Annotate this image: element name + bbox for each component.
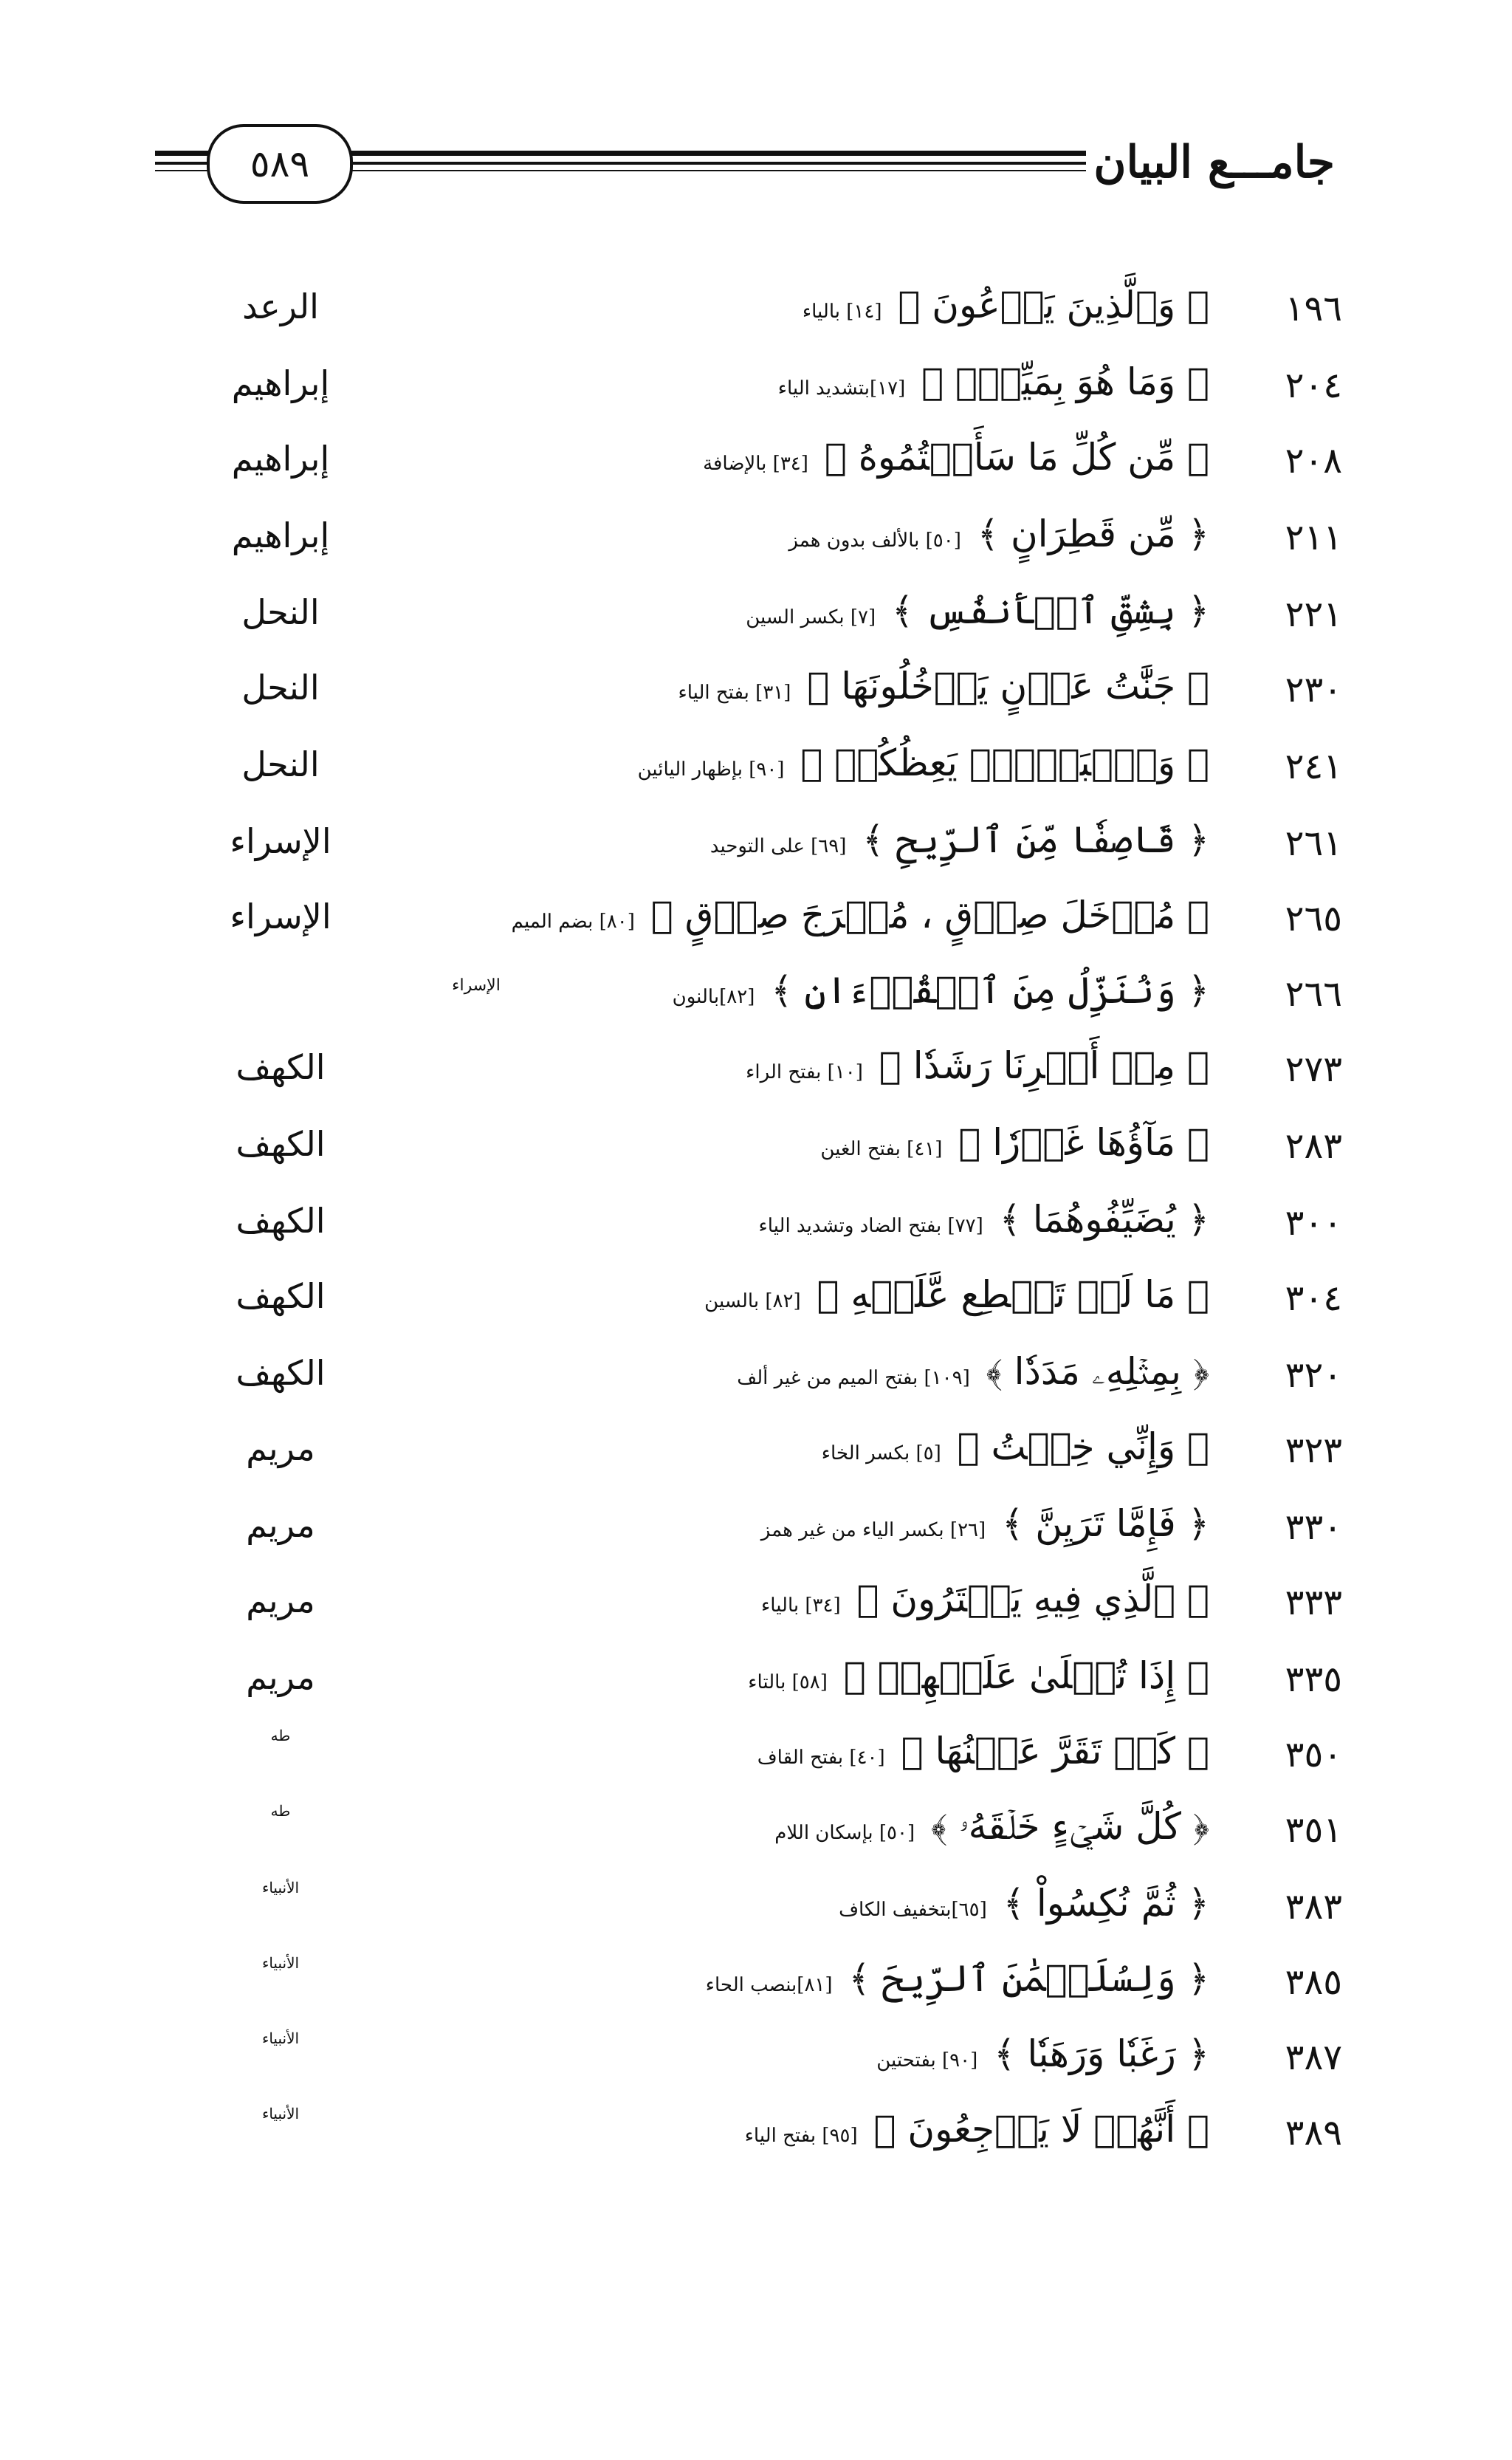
- entry-number: ٣٠٤: [1285, 1278, 1342, 1319]
- entry-number: ٢٨٣: [1285, 1125, 1342, 1167]
- surah-name: الأنبياء: [261, 2105, 300, 2122]
- verse-text: ﴿ وَإِنِّي خِفۡتُ ﴾: [957, 1425, 1209, 1468]
- entry-number: ٣٠٠: [1285, 1202, 1342, 1244]
- entry-number: ٢٦١: [1285, 823, 1342, 864]
- verse-text: ﴿ بِشِقِّ ٱلۡأَنفُسِ ﴾: [892, 589, 1209, 632]
- entry-number: ٣٥١: [1285, 1809, 1342, 1851]
- verse-text: ﴿ وَنُنَزِّلُ مِنَ ٱلۡقُرۡءَانِ ﴾: [771, 969, 1209, 1012]
- entry-number: ٢٢١: [1285, 594, 1342, 635]
- verse-cell: [737, 1350, 1209, 1394]
- surah-name: الأنبياء: [261, 1879, 300, 1897]
- verse-cell: [678, 665, 1210, 707]
- verse-text: ﴿ وَلِسُلَيۡمَٰنَ ٱلرِّيحَ ﴾: [848, 1957, 1209, 2000]
- verse-cell: [703, 436, 1209, 479]
- verse-text: ﴿ قَاصِفٗا مِّنَ ٱلرِّيحِ ﴾: [862, 818, 1209, 861]
- table-row: [0, 1340, 1512, 1416]
- surah-name: الرعد: [242, 287, 319, 326]
- verse-text: ﴿ كَيۡ تَقَرَّ عَيۡنُهَا ﴾: [901, 1730, 1209, 1772]
- reading-note: [٥] بكسر الخاء: [821, 1442, 941, 1464]
- verse-cell: [706, 1957, 1209, 2000]
- verse-cell: [745, 2108, 1209, 2151]
- reading-note: [١٠] بفتح الراء: [746, 1061, 863, 1083]
- entry-number: ٢٦٦: [1285, 973, 1342, 1015]
- table-row: [0, 273, 1512, 350]
- verse-text: ﴿ مِّن كُلِّ مَا سَأَلۡتُمُوهُ ﴾: [824, 436, 1209, 479]
- verse-cell: [778, 360, 1209, 403]
- reading-note: [٨١]بنصب الحاء: [705, 1974, 833, 1996]
- surah-name: مريم: [246, 1428, 315, 1468]
- reading-note: [٤٠] بفتح القاف: [757, 1747, 885, 1769]
- table-row: [0, 579, 1512, 656]
- reading-note: [٦٥]بتخفيف الكاف: [839, 1899, 987, 1921]
- verse-cell: [704, 1273, 1209, 1316]
- surah-name: الكهف: [236, 1353, 326, 1393]
- verse-text: ﴿ وَٱلۡبَغۡيِۚ يَعِظُكُمۡ ﴾: [800, 741, 1209, 784]
- verse-cell: [759, 1198, 1209, 1241]
- reading-note: [٥٨] بالتاء: [748, 1671, 828, 1693]
- table-row: [0, 959, 1512, 1035]
- table-row: [0, 654, 1512, 731]
- surah-name: إبراهيم: [231, 363, 330, 403]
- entry-number: ٣٨٣: [1285, 1886, 1342, 1928]
- reading-note: [٧] بكسر السين: [746, 606, 876, 628]
- verse-cell: [710, 818, 1209, 861]
- verse-text: ﴿ فَإِمَّا تَرَيِنَّ ﴾: [1002, 1502, 1209, 1545]
- verse-text: ﴿ مِّن قَطِرَانٍ ﴾: [977, 513, 1209, 555]
- table-row: [0, 1188, 1512, 1264]
- reading-note: [٣٤] بالإضافة: [703, 453, 808, 475]
- surah-name: إبراهيم: [231, 439, 330, 479]
- reading-note: [٩٥] بفتح الياء: [744, 2125, 858, 2147]
- entry-number: ٣٥٠: [1285, 1734, 1342, 1775]
- verse-cell: [876, 2032, 1209, 2075]
- verse-text: ﴿ رَغَبٗا وَرَهَبٗا ﴾: [994, 2032, 1209, 2075]
- reading-note: [١٧]بتشديد الياء: [777, 377, 906, 400]
- reading-note: [٨٠] بضم الميم: [511, 911, 635, 933]
- surah-name: الإسراء: [452, 976, 501, 995]
- table-row: [0, 1567, 1512, 1644]
- surah-name: الأنبياء: [261, 1954, 300, 1972]
- verse-cell: [761, 1577, 1209, 1620]
- verse-cell: [803, 284, 1209, 326]
- table-row: [0, 1644, 1512, 1721]
- verse-text: ﴿ مَا لَمۡ تَسۡطِع عَّلَيۡهِ ﴾: [817, 1273, 1209, 1316]
- entry-number: ٣٢٠: [1285, 1354, 1342, 1396]
- table-row: [0, 1947, 1512, 2024]
- entry-number: ٢٧٣: [1285, 1049, 1342, 1090]
- table-row: [0, 502, 1512, 579]
- surah-name: الكهف: [236, 1201, 326, 1241]
- reading-note: [١٤] بالياء: [802, 301, 882, 323]
- verse-text: ﴿ ثُمَّ نُكِسُواْ ﴾: [1003, 1882, 1209, 1925]
- entry-number: ٣٨٧: [1285, 2037, 1342, 2078]
- table-row: [0, 1263, 1512, 1340]
- reading-note: [١٠٩] بفتح الميم من غير ألف: [737, 1367, 970, 1389]
- surah-name: الكهف: [236, 1124, 326, 1164]
- verse-cell: [746, 1044, 1209, 1087]
- verse-cell: [638, 741, 1209, 784]
- page-number-badge: [207, 124, 353, 204]
- surah-name: مريم: [246, 1505, 315, 1545]
- verse-cell: [673, 969, 1209, 1012]
- surah-name: الأنبياء: [261, 2029, 300, 2047]
- book-title: جامـــع البيان: [1086, 137, 1342, 188]
- verse-text: ﴿ مَآؤُهَا غَوۡرٗا ﴾: [958, 1121, 1209, 1164]
- entry-number: ٣٨٥: [1285, 1962, 1342, 2003]
- reading-note: [٩٠] بإظهار اليائين: [637, 758, 785, 781]
- surah-name: الكهف: [236, 1047, 326, 1087]
- verse-text: ﴿ جَنَّٰتُ عَدۡنٍ يَدۡخُلُونَهَا ﴾: [807, 665, 1209, 707]
- surah-name: مريم: [246, 1657, 315, 1697]
- surah-name: النحل: [241, 668, 320, 707]
- surah-name: الإسراء: [230, 821, 331, 861]
- table-row: [0, 2022, 1512, 2099]
- surah-name: الإسراء: [230, 897, 331, 936]
- surah-name: النحل: [241, 592, 320, 632]
- verse-cell: [839, 1882, 1209, 1925]
- reading-note: [٥٠] بالألف بدون همز: [788, 530, 961, 552]
- entry-number: ٢٦٥: [1285, 898, 1342, 939]
- table-row: [0, 1871, 1512, 1948]
- surah-name: طه: [270, 1802, 291, 1820]
- entry-number: ١٩٦: [1285, 288, 1342, 329]
- entry-number: ٣٣٣: [1285, 1582, 1342, 1623]
- verse-cell: [822, 1425, 1209, 1468]
- page-number: ٥٨٩: [250, 143, 310, 185]
- table-row: [0, 350, 1512, 427]
- table-row: [0, 2097, 1512, 2174]
- reading-note: [٣٤] بالياء: [761, 1594, 841, 1617]
- table-row: [0, 731, 1512, 808]
- verse-text: ﴿ مِنۡ أَمۡرِنَا رَشَدٗا ﴾: [879, 1044, 1209, 1087]
- table-row: [0, 1034, 1512, 1111]
- entry-number: ٣٨٩: [1285, 2112, 1342, 2154]
- reading-note: [٢٦] بكسر الياء من غير همز: [760, 1519, 986, 1541]
- verse-text: ﴿ إِذَا تُتۡلَىٰ عَلَيۡهِمۡ ﴾: [843, 1654, 1209, 1697]
- verse-text: ﴿ وَمَا هُوَ بِمَيِّتٍۖ ﴾: [921, 360, 1209, 403]
- surah-name: مريم: [246, 1580, 315, 1620]
- reading-note: [٣١] بفتح الياء: [678, 682, 791, 704]
- entry-number: ٢١١: [1285, 517, 1342, 558]
- table-row: [0, 1719, 1512, 1796]
- entry-number: ٣٣٠: [1285, 1507, 1342, 1548]
- reading-note: [٥٠] بإسكان اللام: [774, 1822, 915, 1844]
- verse-text: ﴿ أَنَّهُمۡ لَا يَرۡجِعُونَ ﴾: [873, 2108, 1209, 2151]
- table-row: [0, 425, 1512, 502]
- surah-name: إبراهيم: [231, 515, 330, 555]
- reading-note: [٧٧] بفتح الضاد وتشديد الياء: [758, 1215, 983, 1237]
- verse-text: ﴿ يُضَيِّفُوهُمَا ﴾: [999, 1198, 1209, 1241]
- verse-cell: [820, 1121, 1209, 1164]
- verse-cell: [788, 513, 1209, 555]
- table-row: [0, 1492, 1512, 1569]
- verse-cell: [774, 1805, 1209, 1849]
- verse-cell: [746, 589, 1209, 632]
- entry-number: ٢٤١: [1285, 746, 1342, 787]
- table-row: [0, 1795, 1512, 1871]
- surah-name: النحل: [241, 744, 320, 784]
- reading-note: [٤١] بفتح الغين: [820, 1138, 943, 1160]
- entry-number: ٢٣٠: [1285, 669, 1342, 710]
- verse-text: ﴿ وَٱلَّذِينَ يَدۡعُونَ ﴾: [898, 284, 1209, 326]
- table-row: [0, 1111, 1512, 1188]
- verse-text: ﴿ كُلَّ شَيۡءٍ خَلۡقَهُۥ ﴾: [931, 1805, 1209, 1848]
- entry-number: ٣٣٥: [1285, 1659, 1342, 1700]
- verse-text: ﴿ ٱلَّذِي فِيهِ يَمۡتَرُونَ ﴾: [856, 1577, 1209, 1620]
- reading-note: [٦٩] على التوحيد: [709, 835, 847, 857]
- table-row: [0, 883, 1512, 960]
- verse-cell: [748, 1654, 1209, 1697]
- table-row: [0, 808, 1512, 885]
- verse-cell: [512, 894, 1209, 936]
- entry-number: ٣٢٣: [1285, 1430, 1342, 1471]
- entry-number: ٢٠٨: [1285, 440, 1342, 482]
- verse-text: ﴿ مُدۡخَلَ صِدۡقٍ ، مُخۡرَجَ صِدۡقٍ ﴾: [650, 894, 1209, 936]
- verse-text: ﴿ بِمِثۡلِهِۦ مَدَدٗا ﴾: [986, 1350, 1209, 1393]
- reading-note: [٩٠] بفتحتين: [876, 2049, 978, 2072]
- table-row: [0, 1415, 1512, 1492]
- surah-name: طه: [270, 1727, 291, 1744]
- surah-name: الكهف: [236, 1276, 326, 1316]
- reading-note: [٨٢] بالسين: [704, 1290, 801, 1312]
- reading-note: [٨٢]بالنون: [672, 986, 755, 1008]
- page-header: [0, 0, 1512, 222]
- verse-cell: [757, 1730, 1209, 1772]
- entry-number: ٢٠٤: [1285, 365, 1342, 406]
- verse-cell: [761, 1502, 1209, 1545]
